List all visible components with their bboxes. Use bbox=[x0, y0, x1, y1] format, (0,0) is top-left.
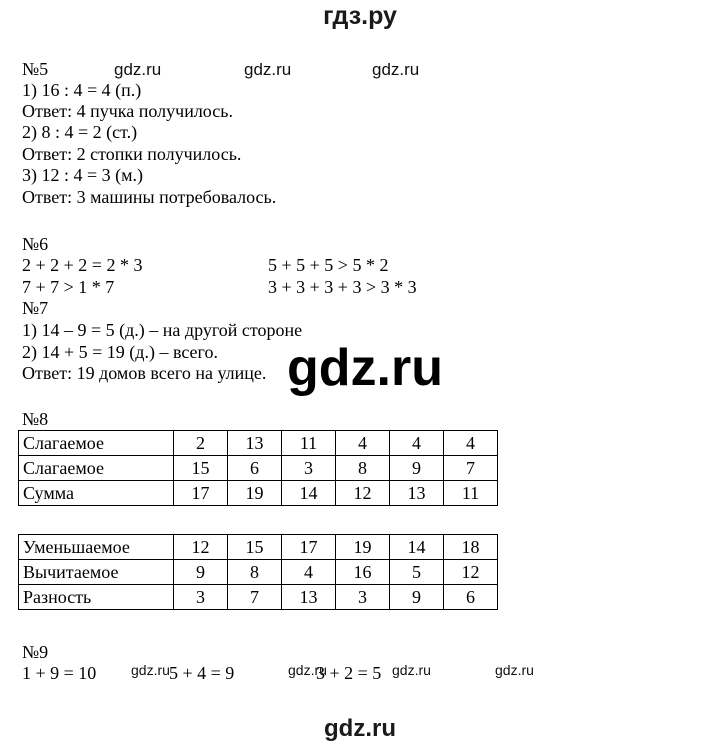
watermark: gdz.ru bbox=[288, 662, 327, 678]
table-cell: 8 bbox=[228, 560, 282, 585]
table-cell: 4 bbox=[444, 431, 498, 456]
watermark: gdz.ru bbox=[244, 60, 292, 79]
task5-line: 3) 12 : 4 = 3 (м.) bbox=[22, 165, 144, 185]
table-cell: 19 bbox=[228, 481, 282, 506]
task9-title: №9 bbox=[22, 642, 49, 662]
table-cell: 4 bbox=[390, 431, 444, 456]
table-cell: 19 bbox=[336, 535, 390, 560]
task7-title: №7 bbox=[22, 298, 49, 318]
row-label: Уменьшаемое bbox=[19, 535, 174, 560]
table-cell: 6 bbox=[228, 456, 282, 481]
table-cell: 12 bbox=[336, 481, 390, 506]
row-label: Сумма bbox=[19, 481, 174, 506]
task6-title: №6 bbox=[22, 234, 49, 254]
table-cell: 4 bbox=[336, 431, 390, 456]
table-cell: 15 bbox=[174, 456, 228, 481]
table-cell: 2 bbox=[174, 431, 228, 456]
table-cell: 13 bbox=[282, 585, 336, 610]
table-cell: 3 bbox=[174, 585, 228, 610]
task9-expression: 1 + 9 = 10 bbox=[22, 663, 97, 683]
table-row bbox=[19, 560, 498, 585]
task5-line: 1) 16 : 4 = 4 (п.) bbox=[22, 80, 142, 100]
row-label: Слагаемое bbox=[19, 456, 174, 481]
watermark: gdz.ru bbox=[495, 662, 534, 678]
table-cell: 8 bbox=[336, 456, 390, 481]
table-cell: 15 bbox=[228, 535, 282, 560]
table-cell: 18 bbox=[444, 535, 498, 560]
table-cell: 12 bbox=[444, 560, 498, 585]
table-cell: 13 bbox=[390, 481, 444, 506]
table-cell: 3 bbox=[336, 585, 390, 610]
task6-expression: 2 + 2 + 2 = 2 * 3 bbox=[22, 255, 143, 275]
task9-expression: 3 + 2 = 5 bbox=[316, 663, 382, 683]
footer-watermark: gdz.ru bbox=[324, 715, 396, 742]
task7-line: Ответ: 19 домов всего на улице. bbox=[22, 363, 267, 383]
table-cell: 16 bbox=[336, 560, 390, 585]
site-header: гдз.ру bbox=[323, 2, 397, 30]
task8-title: №8 bbox=[22, 409, 49, 429]
sum-table bbox=[18, 430, 498, 506]
table-cell: 9 bbox=[174, 560, 228, 585]
task7-line: 2) 14 + 5 = 19 (д.) – всего. bbox=[22, 342, 218, 362]
watermark: gdz.ru bbox=[114, 60, 162, 79]
table-cell: 17 bbox=[282, 535, 336, 560]
table-cell: 3 bbox=[282, 456, 336, 481]
table-cell: 11 bbox=[282, 431, 336, 456]
watermark-large: gdz.ru bbox=[287, 339, 443, 397]
table-cell: 7 bbox=[228, 585, 282, 610]
table-row bbox=[19, 481, 498, 506]
row-label: Слагаемое bbox=[19, 431, 174, 456]
table-cell: 11 bbox=[444, 481, 498, 506]
task6-expression: 5 + 5 + 5 > 5 * 2 bbox=[268, 255, 389, 275]
task5-line: Ответ: 3 машины потребовалось. bbox=[22, 187, 277, 207]
task5-line: 2) 8 : 4 = 2 (ст.) bbox=[22, 122, 138, 142]
watermark: gdz.ru bbox=[392, 662, 431, 678]
task6-expression: 3 + 3 + 3 + 3 > 3 * 3 bbox=[268, 277, 417, 297]
row-label: Вычитаемое bbox=[19, 560, 174, 585]
table-row bbox=[19, 456, 498, 481]
table-row bbox=[19, 535, 498, 560]
table-cell: 14 bbox=[390, 535, 444, 560]
difference-table bbox=[18, 534, 498, 610]
table-cell: 13 bbox=[228, 431, 282, 456]
table-row bbox=[19, 431, 498, 456]
table-cell: 5 bbox=[390, 560, 444, 585]
table-row bbox=[19, 585, 498, 610]
table-cell: 4 bbox=[282, 560, 336, 585]
table-cell: 7 bbox=[444, 456, 498, 481]
table-cell: 12 bbox=[174, 535, 228, 560]
table-cell: 17 bbox=[174, 481, 228, 506]
watermark: gdz.ru bbox=[131, 662, 170, 678]
task9-expression: 5 + 4 = 9 bbox=[169, 663, 235, 683]
table-cell: 6 bbox=[444, 585, 498, 610]
task5-title: №5 bbox=[22, 59, 49, 79]
table-cell: 9 bbox=[390, 585, 444, 610]
row-label: Разность bbox=[19, 585, 174, 610]
task5-line: Ответ: 4 пучка получилось. bbox=[22, 101, 233, 121]
task7-line: 1) 14 – 9 = 5 (д.) – на другой стороне bbox=[22, 320, 303, 340]
task6-expression: 7 + 7 > 1 * 7 bbox=[22, 277, 115, 297]
watermark: gdz.ru bbox=[372, 60, 420, 79]
table-cell: 14 bbox=[282, 481, 336, 506]
task5-line: Ответ: 2 стопки получилось. bbox=[22, 144, 242, 164]
table-cell: 9 bbox=[390, 456, 444, 481]
